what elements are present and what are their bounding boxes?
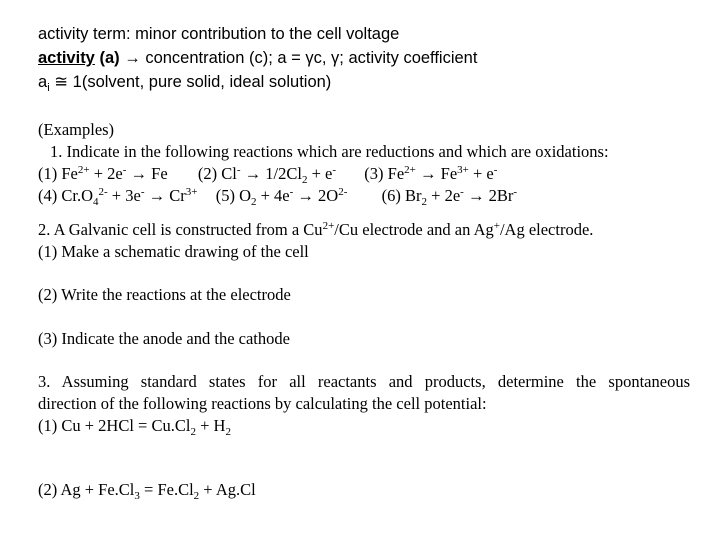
reaction-5: (5) $O_2 + 4e^- \to 2O^{2-}$ [215, 186, 348, 208]
question-3-line-1 [38, 372, 690, 392]
question-2-part-3 [38, 329, 290, 349]
intro-line-2 [38, 48, 477, 68]
reaction-1: (1) $Fe^{2+} + 2e^- \to Fe$ [38, 164, 168, 183]
question-2-part-1 [38, 242, 309, 262]
question-2: 2. A Galvanic cell is constructed from a $Cu^{2+}/Cu$ electrode and an Ag+/Ag electrode. [38, 220, 594, 239]
activity-a: a [38, 73, 48, 91]
question-2-part-2-text: (2) Write the reactions at the electrode [38, 285, 291, 304]
intro-line-3 [38, 72, 331, 92]
activity-term: activity [38, 49, 95, 67]
equation-1: (1) $Cu + 2HCl = Cu.Cl_2 + H_2$ [38, 416, 231, 438]
activity-approx: ≅ 1(solvent, pure solid, ideal solution) [54, 73, 332, 91]
reaction-6: (6) $Br_2 + 2e^- \to 2Br^-$ [381, 186, 517, 208]
examples-heading [38, 120, 114, 140]
reaction-3: (3) $Fe^{2+} \to Fe^{3+} + e^-$ [364, 164, 498, 183]
question-3-line-2 [38, 394, 487, 414]
activity-symbol: (a) [99, 49, 120, 67]
reactions-row-1 [38, 164, 497, 184]
question-1 [50, 142, 609, 162]
reaction-2: (2) $Cl^- \to 1/2Cl_2 + e^-$ [197, 164, 337, 186]
examples-heading-text: (Examples) [38, 120, 115, 139]
reaction-4: (4) $Cr.O_4^{2-} + 3e^- \to Cr^{3+}$ [38, 186, 198, 208]
question-3-line-2-text: direction of the following reactions by calculating the cell potential: [38, 394, 487, 413]
reactions-row-2 [38, 186, 517, 206]
intro-line-1-text: activity term: minor contribution to the cell voltage [38, 25, 400, 43]
question-3-line-1-text: 3. Assuming standard states for all reactants and products, determine the spontaneous [38, 372, 690, 391]
intro-line-1 [38, 24, 399, 44]
activity-sub-i: i [47, 82, 50, 94]
question-2-part-1-text: (1) Make a schematic drawing of the cell [38, 242, 309, 261]
question-2-part-2 [38, 285, 291, 305]
equation-2: (2) $Ag + Fe.Cl_3 = Fe.Cl_2 + Ag.Cl$ [38, 480, 256, 502]
activity-definition: → concentration (c); a = γc, γ; activity coefficient [124, 49, 478, 67]
question-1-text: 1. Indicate in the following reactions which are reductions and which are oxidations: [50, 142, 609, 161]
question-2-part-3-text: (3) Indicate the anode and the cathode [38, 329, 290, 348]
